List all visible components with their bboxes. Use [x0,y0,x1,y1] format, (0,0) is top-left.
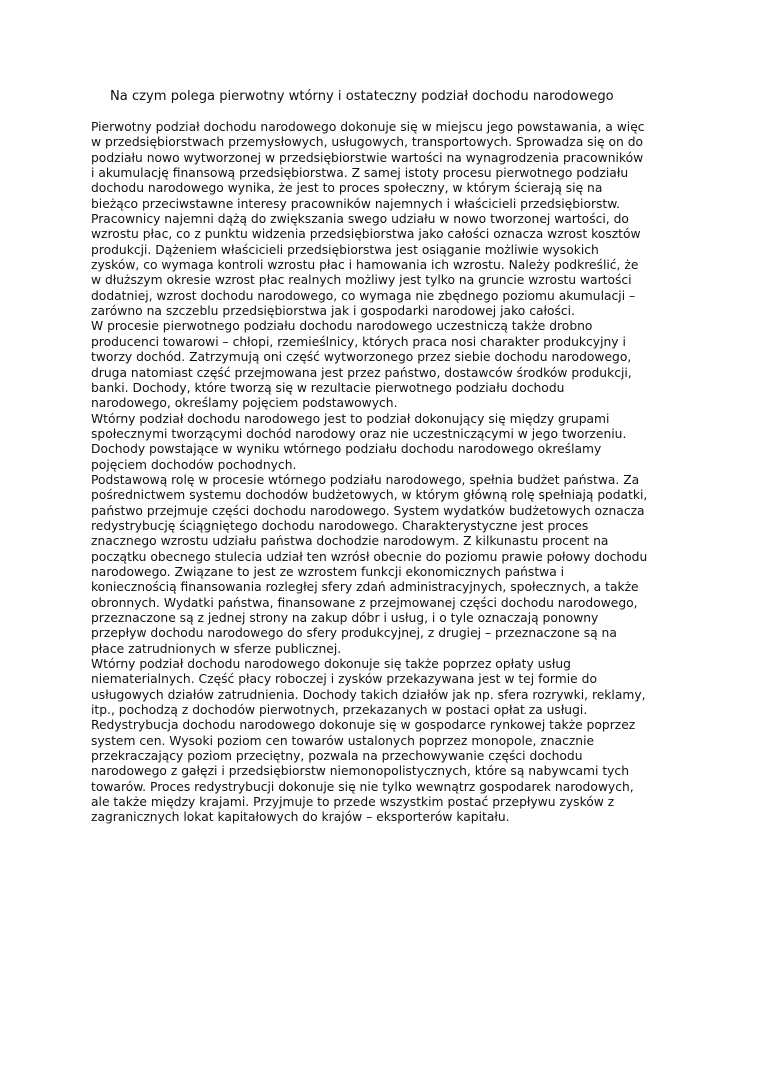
text-line: W procesie pierwotnego podziału dochodu narodowego uczestniczą także drobno [91,319,593,334]
text-line: Wtórny podział dochodu narodowego jest to podział dokonujący się między grupami [91,411,610,426]
text-line: druga natomiast część przejmowana jest przez państwo, dostawców środków produkcji, [91,365,632,380]
text-line: bieżąco przeciwstawne interesy pracowników najemnych i właścicieli przedsiębiorstw. [91,196,621,211]
text-line: Redystrybucja dochodu narodowego dokonuje się w gospodarce rynkowej także poprzez [91,718,636,733]
text-line: w przedsiębiorstwach przemysłowych, usługowych, transportowych. Sprowadza się on do [91,135,644,150]
text-line: obronnych. Wydatki państwa, finansowane z przejmowanej części dochodu narodowego, [91,595,638,610]
text-line: Pracownicy najemni dążą do zwiększania swego udziału w nowo tworzonej wartości, do [91,212,629,227]
text-line: niematerialnych. Część płacy roboczej i zysków przekazywana jest w tej formie do [91,672,597,687]
text-line: początku obecnego stulecia udział ten wzrósł obecnie do poziomu prawie połowy dochodu [91,549,648,564]
text-line: pojęciem dochodów pochodnych. [91,457,297,472]
text-line: zarówno na szczeblu przedsiębiorstwa jak i gospodarki narodowej jako całości. [91,304,575,319]
text-line: tworzy dochód. Zatrzymują oni część wytworzonego przez siebie dochodu narodowego, [91,350,632,365]
text-line: Dochody powstające w wyniku wtórnego podziału dochodu narodowego określamy [91,442,602,457]
text-line: usługowych działów zatrudnienia. Dochody takich działów jak np. sfera rozrywki, reklamy, [91,687,646,702]
text-line: podziału nowo wytworzonej w przedsiębiorstwie wartości na wynagrodzenia pracowników [91,150,644,165]
text-line: przeznaczone są z jednej strony na zakup dóbr i usług, i o tyle oznaczają ponowny [91,611,599,625]
text-line: narodowego. Związane to jest ze wzrostem funkcji ekonomicznych państwa i [91,564,565,579]
text-line: koniecznością finansowania rozległej sfery zdań administracyjnych, społecznych, a także [91,580,639,595]
text-line: banki. Dochody, które tworzą się w rezultacie pierwotnego podziału dochodu [91,380,565,395]
text-line: Podstawową rolę w procesie wtórnego podziału narodowego, spełnia budżet państwa. Za [91,472,640,487]
text-line: państwo przejmuje części dochodu narodowego. System wydatków budżetowych oznacza [91,503,645,518]
text-line: itp., pochodzą z dochodów pierwotnych, przekazanych w postaci opłat za usługi. [91,703,588,718]
text-line: dodatniej, wzrost dochodu narodowego, co wymaga nie zbędnego poziomu akumulacji – [91,288,636,303]
text-line: w dłuższym okresie wzrost płac realnych możliwy jest tylko na gruncie wzrostu wartości [91,273,632,288]
document-title: Na czym polega pierwotny wtórny i ostateczny podział dochodu narodowego [110,89,614,104]
text-line: ale także między krajami. Przyjmuje to przede wszystkim postać przepływu zysków z [91,795,615,810]
text-line: społecznymi tworzącymi dochód narodowy oraz nie uczestniczącymi w jego tworzeniu. [91,426,627,441]
text-line: zysków, co wymaga kontroli wzrostu płac i hamowania ich wzrostu. Należy podkreślić, że [91,258,639,273]
text-line: pośrednictwem systemu dochodów budżetowych, w którym główną rolę spełniają podatki, [91,488,648,503]
text-line: znacznego wzrostu udziału państwa dochodzie narodowym. Z kilkunastu procent na [91,534,609,549]
text-line: przepływ dochodu narodowego do sfery produkcyjnej, z drugiej – przeznaczone są na [91,626,617,641]
text-line: przekraczający poziom przeciętny, pozwala na przechowywanie części dochodu [91,749,583,764]
document-body [91,120,671,826]
text-line: wzrostu płac, co z punktu widzenia przedsiębiorstwa jako całości oznacza wzrost kosztów [91,227,641,242]
text-line: produkcji. Dążeniem właścicieli przedsiębiorstwa jest osiąganie możliwie wysokich [91,242,599,257]
text-line: zagranicznych lokat kapitałowych do krajów – eksporterów kapitału. [91,810,510,825]
text-line: narodowego z gałęzi i przedsiębiorstw niemonopolistycznych, które są nabywcami tych [91,764,629,779]
text-line: producenci towarowi – chłopi, rzemieślnicy, których praca nosi charakter produkcyjny i [91,334,626,349]
text-line: płace zatrudnionych w sferze publicznej. [91,641,342,656]
text-line: narodowego, określamy pojęciem podstawowych. [91,396,398,411]
text-line: dochodu narodowego wynika, że jest to proces społeczny, w którym ścierają się na [91,181,603,196]
text-line: system cen. Wysoki poziom cen towarów ustalonych poprzez monopole, znacznie [91,733,595,748]
text-line: Wtórny podział dochodu narodowego dokonuje się także poprzez opłaty usług [91,657,571,672]
text-line: redystrybucję ściągniętego dochodu narodowego. Charakterystyczne jest proces [91,518,589,533]
text-line: Pierwotny podział dochodu narodowego dokonuje się w miejscu jego powstawania, a więc [91,120,645,134]
text-line: i akumulację finansową przedsiębiorstwa. Z samej istoty procesu pierwotnego podziału [91,166,629,181]
text-line: towarów. Proces redystrybucji dokonuje się nie tylko wewnątrz gospodarek narodowych, [91,779,634,794]
